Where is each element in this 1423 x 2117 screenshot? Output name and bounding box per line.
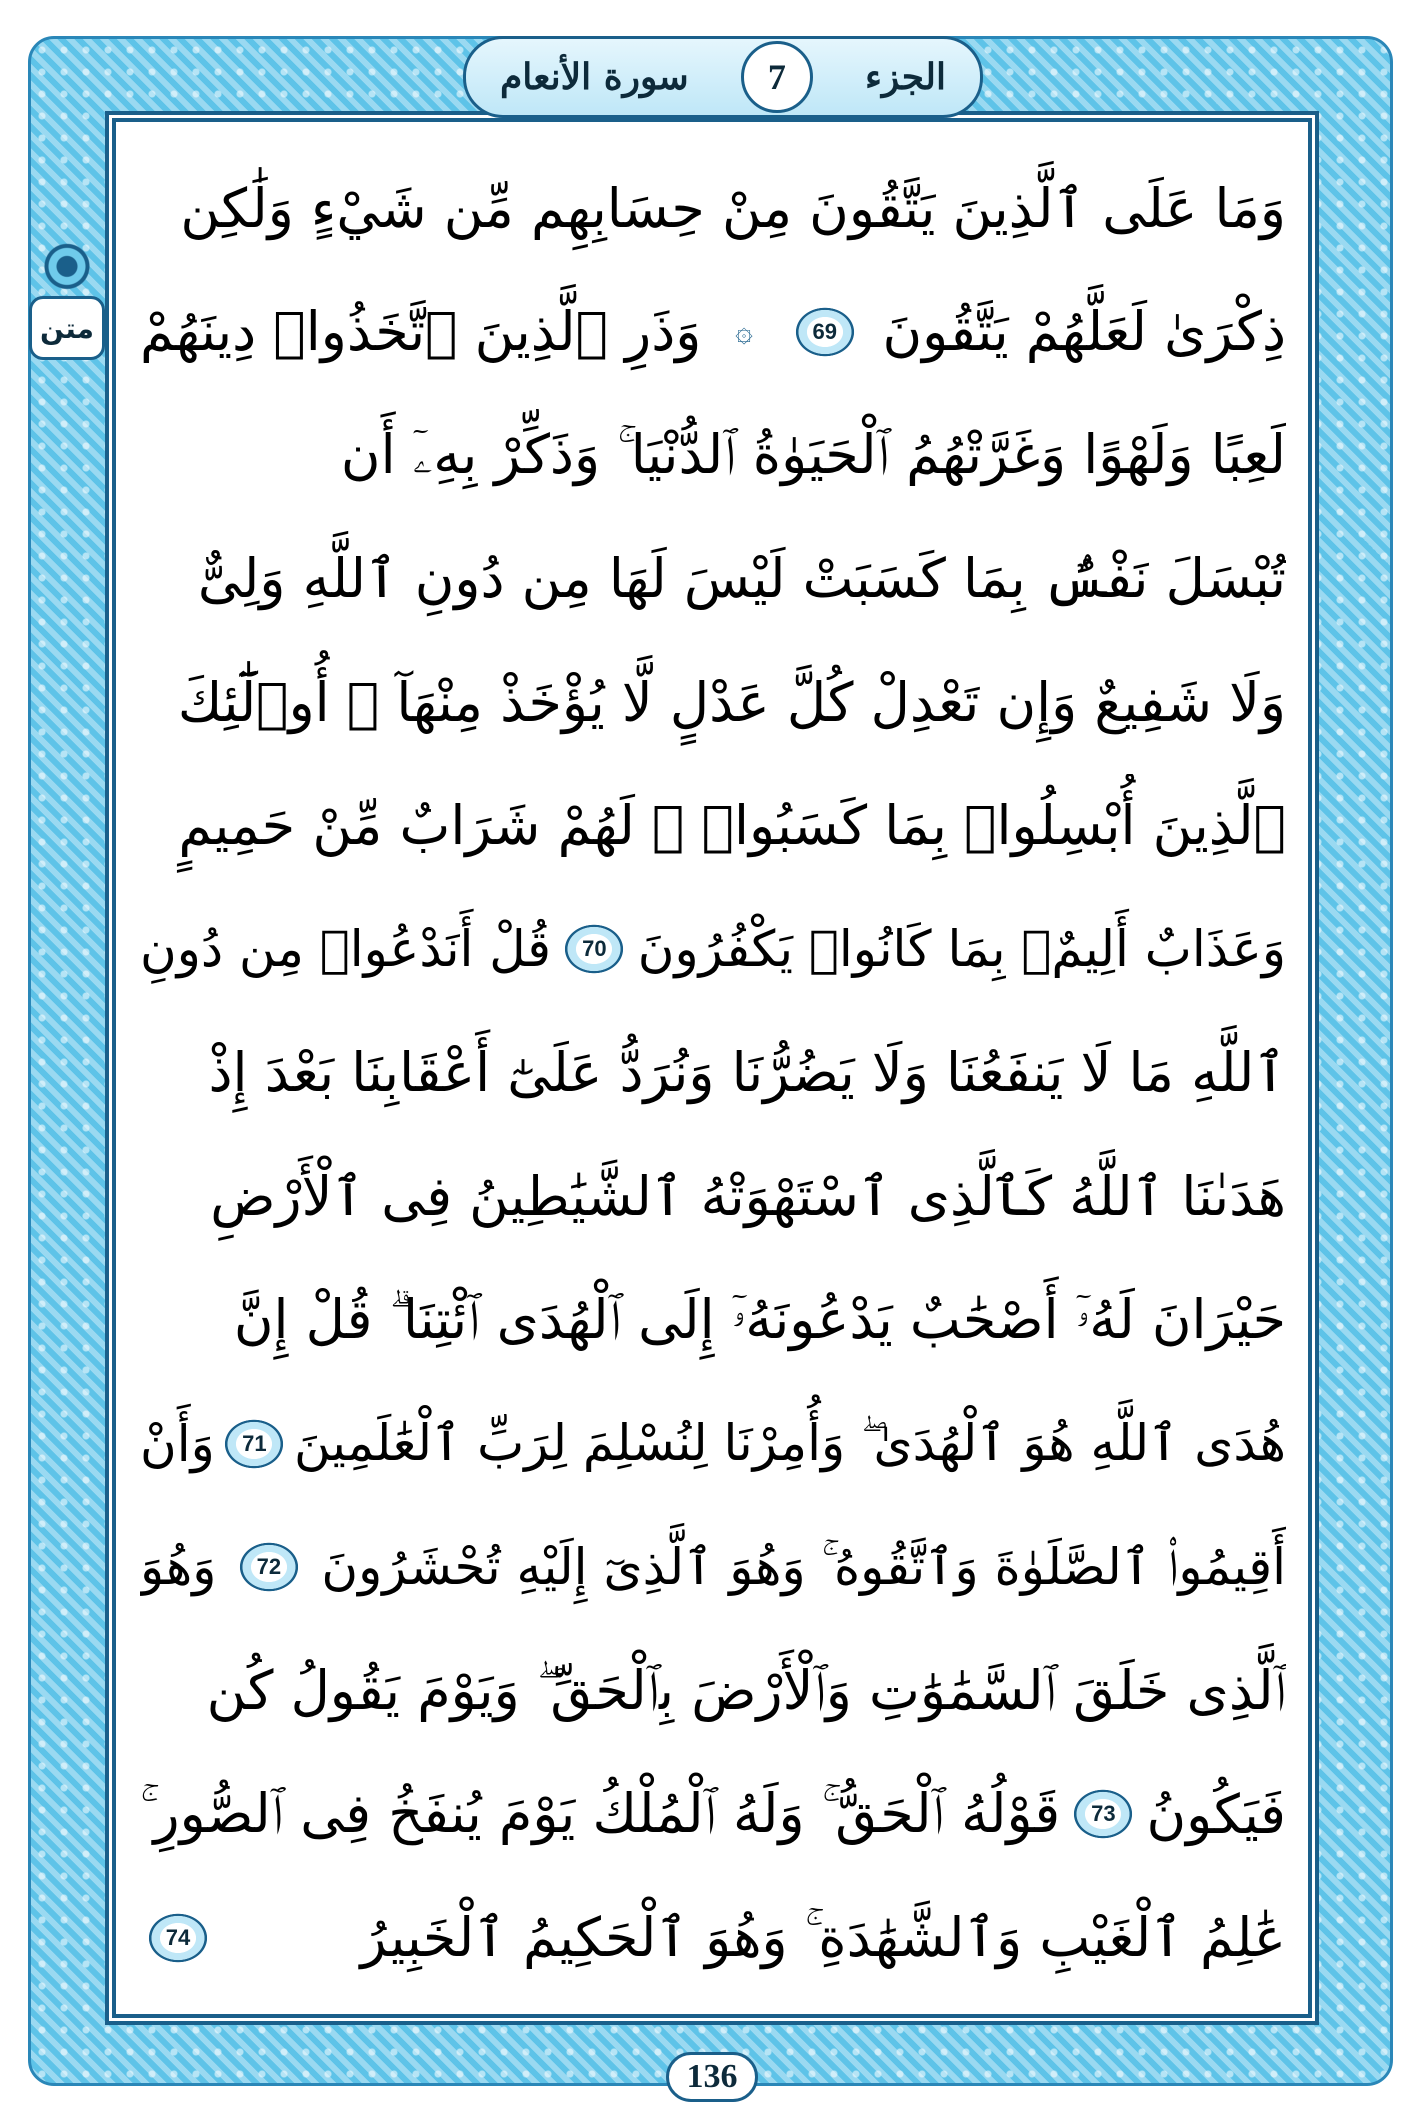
juz-label: الجزء <box>865 56 946 98</box>
text-line <box>140 280 1286 384</box>
text-line <box>140 1515 1286 1619</box>
text-line <box>140 897 1286 1001</box>
rub-el-hizb-icon: ۞ <box>735 314 753 350</box>
verse-text: ٱللَّهِ مَا لَا يَنفَعُنَا وَلَا يَضُرُّنَا وَنُرَدُّ عَلَىٰٓ أَعْقَابِنَا بَعْدَ إِذْ <box>208 1041 1286 1105</box>
verse-text: هُدَى ٱللَّهِ هُوَ ٱلْهُدَىٰ ۖ وَأُمِرْنَا لِنُسْلِمَ لِرَبِّ ٱلْعَٰلَمِينَ <box>293 1414 1286 1473</box>
text-line <box>140 527 1286 631</box>
verse-text: ٱلَّذِى خَلَقَ ٱلسَّمَٰوَٰتِ وَٱلْأَرْضَ بِٱلْحَقِّ ۖ وَيَوْمَ يَقُولُ كُن <box>206 1658 1286 1722</box>
text-line <box>140 1392 1286 1496</box>
ayah-number-marker: 74 <box>148 1913 208 1963</box>
ayah-number-marker: 69 <box>795 307 855 357</box>
verse-text: فَيَكُونُ <box>1146 1782 1286 1846</box>
quran-text <box>140 150 1286 2000</box>
side-marker <box>20 228 114 378</box>
text-line <box>140 156 1286 260</box>
text-line <box>140 1268 1286 1372</box>
flower-ornament-icon <box>40 228 94 292</box>
verse-text: هَدَىٰنَا ٱللَّهُ كَٱلَّذِى ٱسْتَهْوَتْهُ ٱلشَّيَٰطِينُ فِى ٱلْأَرْضِ <box>210 1165 1286 1228</box>
verse-text: وَذَرِ ٱلَّذِينَ ٱتَّخَذُوا۟ دِينَهُمْ <box>140 300 702 364</box>
verse-text: ٱلَّذِينَ أُبْسِلُوا۟ بِمَا كَسَبُوا۟ ۖ لَهُمْ شَرَابٌ مِّنْ حَمِيمٍ <box>178 794 1286 858</box>
verse-text: لَعِبًا وَلَهْوًا وَغَرَّتْهُمُ ٱلْحَيَوٰةُ ٱلدُّنْيَا ۚ وَذَكِّرْ بِهِۦٓ أَن <box>340 423 1286 487</box>
text-line <box>140 774 1286 878</box>
ayah-number-marker: 72 <box>239 1542 299 1592</box>
verse-text: وَهُوَ <box>140 1538 217 1597</box>
side-marker-label: متن <box>29 296 105 360</box>
verse-text: وَعَذَابٌ أَلِيمٌۢ بِمَا كَانُوا۟ يَكْفُرُونَ <box>637 920 1286 979</box>
verse-text: وَأَنْ <box>140 1414 215 1473</box>
ayah-number-marker: 70 <box>564 924 624 974</box>
verse-text: قُلْ أَنَدْعُوا۟ مِن دُونِ <box>140 920 552 979</box>
verse-text: قَوْلُهُ ٱلْحَقُّ ۚ وَلَهُ ٱلْمُلْكُ يَوْمَ يُنفَخُ فِى ٱلصُّورِ ۚ <box>140 1782 1061 1846</box>
text-line <box>140 1886 1286 1990</box>
verse-text: وَلَا شَفِيعٌ وَإِن تَعْدِلْ كُلَّ عَدْلٍ لَّا يُؤْخَذْ مِنْهَآ ۗ أُو۟لَٰٓئِكَ <box>177 670 1286 734</box>
ayah-number-marker: 73 <box>1073 1789 1133 1839</box>
page-number: 136 <box>666 2052 758 2102</box>
verse-text: أَقِيمُوا۟ ٱلصَّلَوٰةَ وَٱتَّقُوهُ ۚ وَهُوَ ٱلَّذِىٓ إِلَيْهِ تُحْشَرُونَ <box>321 1537 1286 1596</box>
verse-text: وَمَا عَلَى ٱلَّذِينَ يَتَّقُونَ مِنْ حِسَابِهِم مِّن شَيْءٍ وَلَٰكِن <box>180 176 1286 240</box>
surah-name: سورة الأنعام <box>500 56 689 98</box>
text-line <box>140 1762 1286 1866</box>
verse-text: تُبْسَلَ نَفْسٌۢ بِمَا كَسَبَتْ لَيْسَ لَهَا مِن دُونِ ٱللَّهِ وَلِىٌّ <box>197 547 1286 611</box>
text-line <box>140 1145 1286 1249</box>
verse-text: ذِكْرَىٰ لَعَلَّهُمْ يَتَّقُونَ <box>882 300 1286 364</box>
text-line <box>140 1639 1286 1743</box>
text-line <box>140 1021 1286 1125</box>
page-header <box>463 36 983 118</box>
verse-text: عَٰلِمُ ٱلْغَيْبِ وَٱلشَّهَٰدَةِ ۚ وَهُوَ ٱلْحَكِيمُ ٱلْخَبِيرُ <box>360 1905 1286 1969</box>
text-line <box>140 650 1286 754</box>
text-line <box>140 403 1286 507</box>
juz-number: 7 <box>741 41 813 113</box>
ayah-number-marker: 71 <box>224 1419 284 1469</box>
verse-text: حَيْرَانَ لَهُۥٓ أَصْحَٰبٌ يَدْعُونَهُۥٓ إِلَى ٱلْهُدَى ٱئْتِنَا ۗ قُلْ إِنَّ <box>233 1288 1286 1352</box>
